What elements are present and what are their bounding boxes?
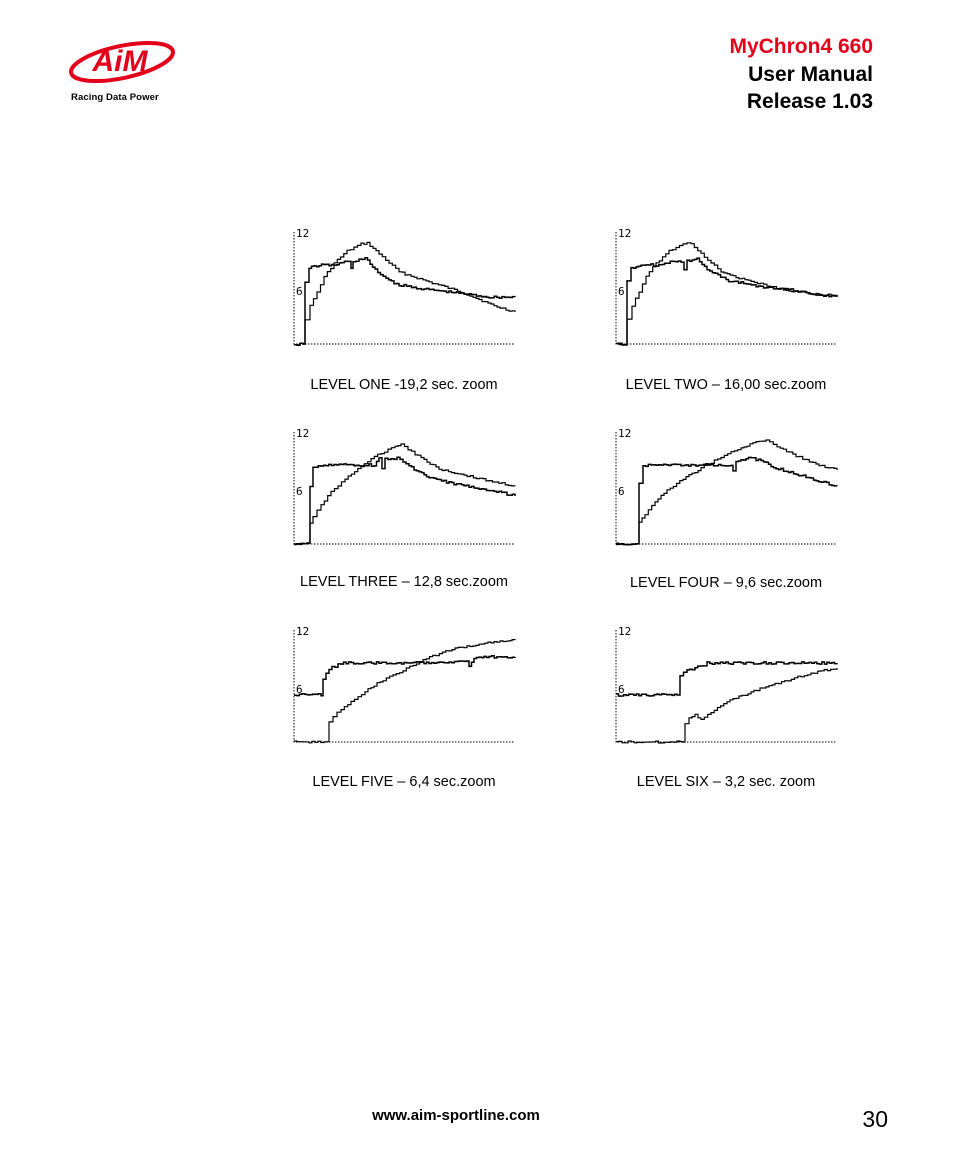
trace-line-a	[616, 243, 837, 345]
y-tick-label-12: 12	[618, 625, 632, 638]
trace-line-a	[616, 668, 837, 743]
rpm-plot-svg	[611, 224, 841, 354]
trace-line-a	[616, 440, 837, 545]
y-tick-label-6: 6	[618, 485, 625, 498]
y-axis	[294, 232, 515, 344]
rpm-plot-svg	[611, 424, 841, 554]
trace-line-a	[294, 640, 515, 743]
y-tick-label-6: 6	[296, 485, 303, 498]
y-axis	[616, 232, 837, 344]
logo-tagline: Racing Data Power	[71, 92, 159, 103]
y-tick-label-12: 12	[618, 427, 632, 440]
footer-url[interactable]: www.aim-sportline.com	[372, 1107, 540, 1124]
figure-caption-level-four: LEVEL FOUR – 9,6 sec.zoom	[629, 575, 823, 591]
rpm-plot-level-six	[611, 622, 841, 752]
rpm-plot-svg	[289, 224, 519, 354]
rpm-plot-level-three	[289, 424, 519, 554]
trace-line-b	[616, 662, 837, 696]
doc-title: User Manual	[748, 63, 873, 86]
release-label: Release 1.03	[746, 90, 873, 113]
figure-caption-level-two: LEVEL TWO – 16,00 sec.zoom	[625, 377, 827, 393]
rpm-plot-level-five	[289, 622, 519, 752]
rpm-plot-svg	[289, 424, 519, 554]
trace-line-a	[294, 444, 515, 544]
rpm-plot-svg	[289, 622, 519, 752]
y-axis	[616, 630, 837, 742]
logo-mark-text: AiM	[92, 45, 148, 78]
figure-caption-level-three: LEVEL THREE – 12,8 sec.zoom	[300, 574, 508, 590]
y-tick-label-12: 12	[296, 625, 310, 638]
y-tick-label-6: 6	[618, 285, 625, 298]
y-tick-label-6: 6	[618, 683, 625, 696]
y-axis	[294, 630, 515, 742]
figure-caption-level-five: LEVEL FIVE – 6,4 sec.zoom	[312, 774, 496, 790]
trace-line-a	[294, 242, 515, 344]
rpm-plot-svg	[611, 622, 841, 752]
rpm-plot-level-one	[289, 224, 519, 354]
rpm-plot-level-two	[611, 224, 841, 354]
y-tick-label-6: 6	[296, 683, 303, 696]
aim-logo-icon	[62, 38, 192, 90]
figure-caption-level-one: LEVEL ONE -19,2 sec. zoom	[310, 377, 498, 393]
y-tick-label-12: 12	[618, 227, 632, 240]
figure-caption-level-six: LEVEL SIX – 3,2 sec. zoom	[636, 774, 816, 790]
trace-line-b	[294, 656, 515, 696]
y-axis	[616, 432, 837, 544]
y-tick-label-12: 12	[296, 227, 310, 240]
trace-line-b	[616, 457, 837, 544]
aim-logo	[62, 38, 192, 108]
y-tick-label-12: 12	[296, 427, 310, 440]
document-header	[729, 33, 873, 115]
rpm-plot-level-four	[611, 424, 841, 554]
y-tick-label-6: 6	[296, 285, 303, 298]
product-title: MyChron4 660	[729, 35, 873, 58]
page-number: 30	[862, 1106, 888, 1132]
